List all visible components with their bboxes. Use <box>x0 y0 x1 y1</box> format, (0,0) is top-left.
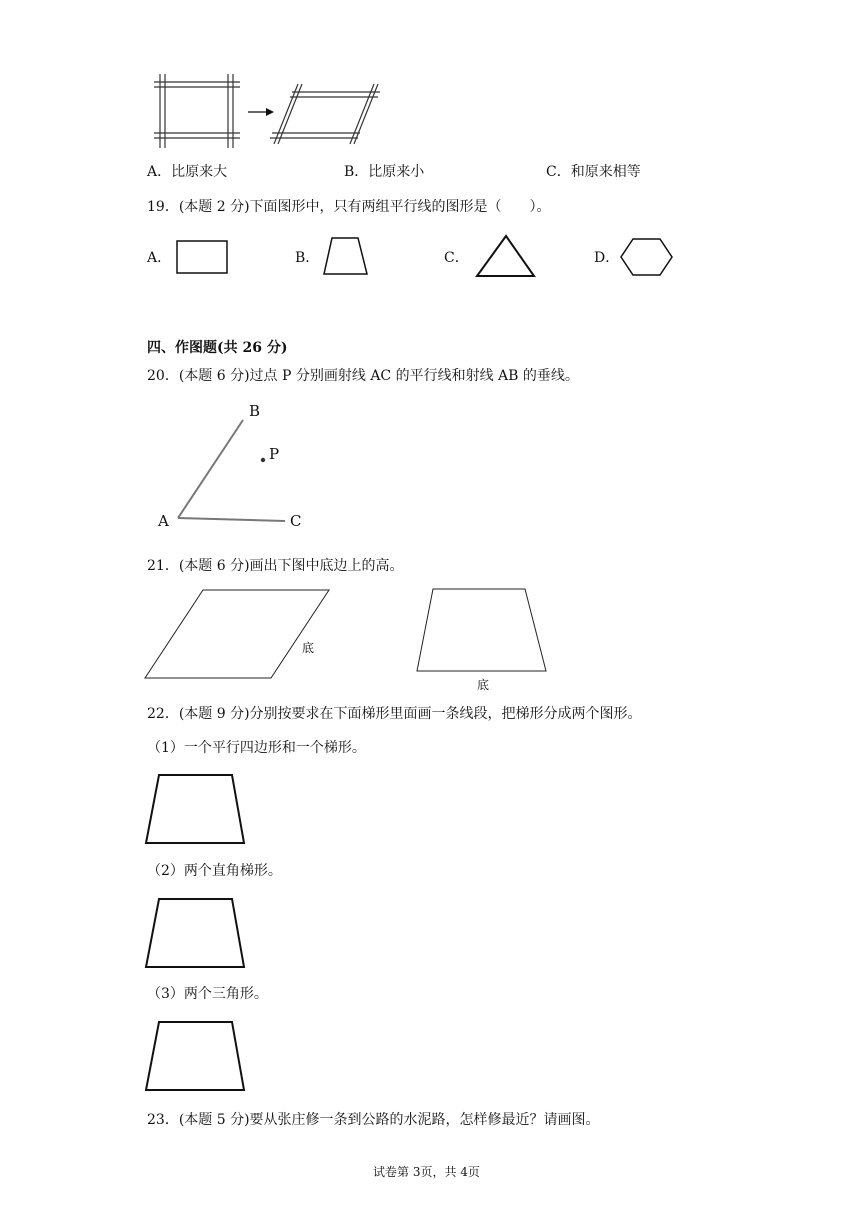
q21-base-label-2: 底 <box>477 678 490 692</box>
point-a-label: A <box>158 512 169 530</box>
q19-hexagon-shape <box>619 237 675 279</box>
q21-base-label-1: 底 <box>302 641 315 655</box>
q19-stem: 19．(本题 2 分)下面图形中，只有两组平行线的图形是（ ）。 <box>147 199 551 215</box>
q18-option-c: C．和原来相等 <box>546 164 641 180</box>
q22-sub2: （2）两个直角梯形。 <box>147 863 282 879</box>
q18-option-a: A．比原来大 <box>147 164 228 180</box>
q18-option-b: B．比原来小 <box>344 164 425 180</box>
q22-sub3: （3）两个三角形。 <box>147 986 268 1002</box>
q23-stem: 23．(本题 5 分)要从张庄修一条到公路的水泥路，怎样修最近？请画图。 <box>147 1112 600 1128</box>
q20-stem: 20．(本题 6 分)过点 P 分别画射线 AC 的平行线和射线 AB 的垂线。 <box>147 368 579 384</box>
q21-trapezoid <box>414 587 550 675</box>
q22-trapezoid-1 <box>144 773 248 847</box>
q21-parallelogram <box>143 588 333 682</box>
q22-sub1: （1）一个平行四边形和一个梯形。 <box>147 740 366 756</box>
q19-rectangle-shape <box>176 240 230 276</box>
q19-label-b: B． <box>295 250 320 266</box>
section-heading: 四、作图题(共 26 分) <box>147 340 288 356</box>
q22-trapezoid-2 <box>144 897 248 971</box>
point-b-label: B <box>249 402 261 420</box>
q19-triangle-shape <box>475 234 537 278</box>
point-c-label: C <box>290 512 302 530</box>
q21-stem: 21．(本题 6 分)画出下图中底边上的高。 <box>147 558 404 574</box>
q19-label-d: D． <box>594 250 620 266</box>
q19-trapezoid-shape <box>322 237 370 277</box>
q19-label-c: C． <box>444 250 469 266</box>
page-footer: 试卷第 3页，共 4页 <box>373 1165 480 1179</box>
frame-rectangle-to-parallelogram-figure <box>150 70 390 154</box>
q19-label-a: A． <box>147 250 172 266</box>
q22-stem: 22．(本题 9 分)分别按要求在下面梯形里面画一条线段，把梯形分成两个图形。 <box>147 706 642 722</box>
q22-trapezoid-3 <box>144 1020 248 1094</box>
point-p-label: P <box>269 445 280 463</box>
